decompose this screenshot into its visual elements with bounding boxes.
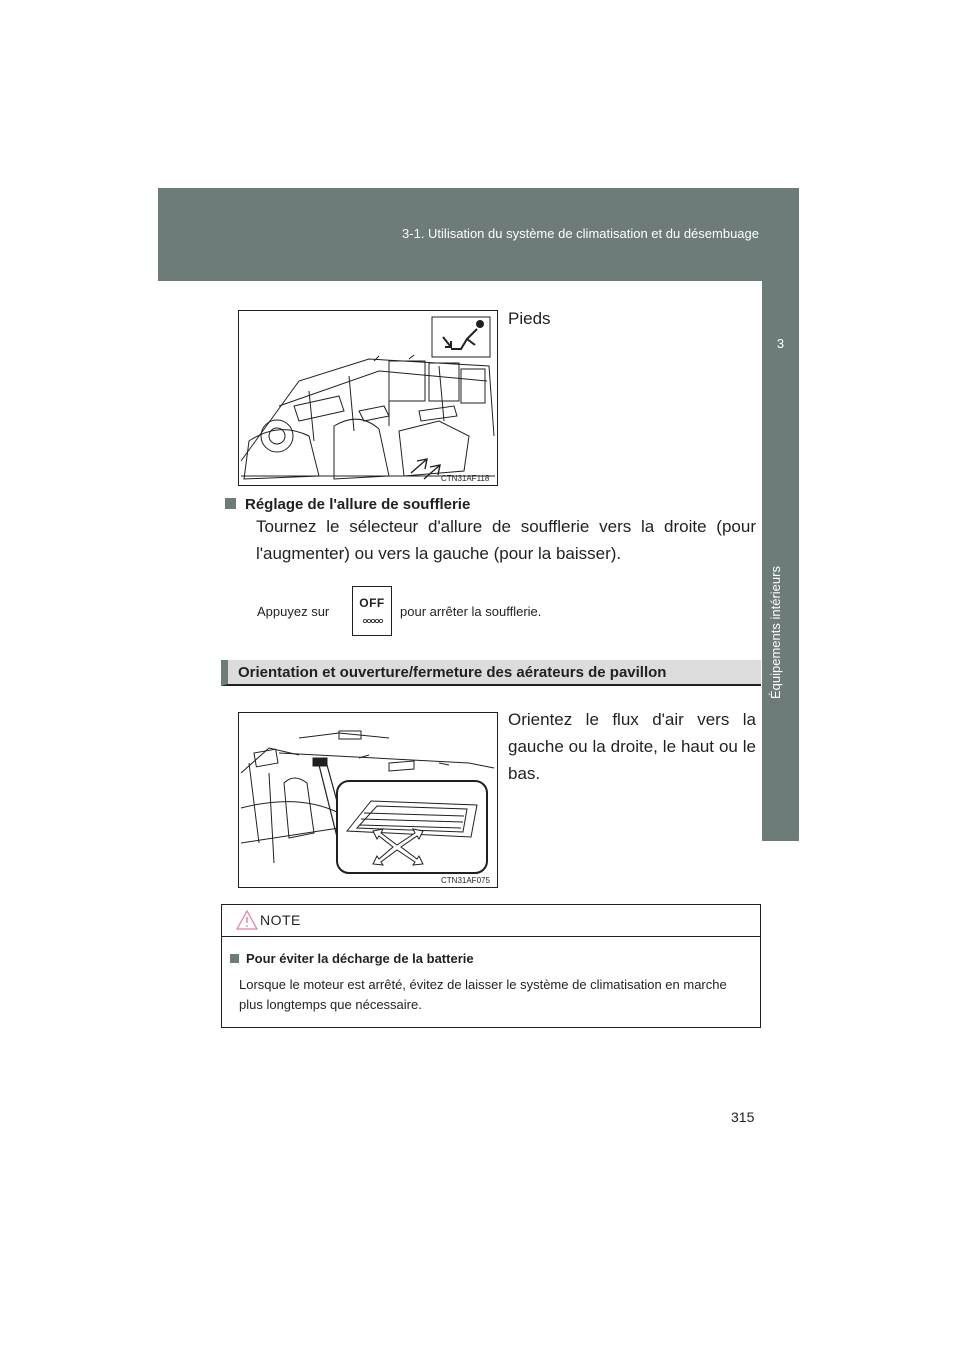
warning-triangle-icon [236, 910, 258, 930]
note-title: NOTE [260, 912, 301, 928]
figure-code: CTN31AF118 [441, 474, 490, 483]
roof-vent-illustration [238, 712, 498, 888]
section-title: 3-1. Utilisation du système de climatisation et du désembuage [402, 226, 759, 241]
chapter-side-tab [762, 281, 799, 841]
bullet-square [230, 954, 239, 963]
bullet-square [225, 498, 236, 509]
fan-speed-text: Tournez le sélecteur d'allure de soufflerie vers la droite (pour l'augmenter) ou vers la gauche (pour la baisser). [256, 517, 756, 563]
feet-airflow-illustration [238, 310, 498, 486]
note-header [222, 905, 760, 937]
fan-speed-heading: Réglage de l'allure de soufflerie [225, 496, 470, 513]
section-heading: Orientation et ouverture/fermeture des aérateurs de pavillon [238, 664, 667, 681]
roof-vents-text: Orientez le flux d'air vers la gauche ou la droite, le haut ou le bas. [508, 710, 756, 783]
off-instruction-suffix: pour arrêter la soufflerie. [400, 604, 542, 619]
note-subheading: Pour éviter la décharge de la batterie [230, 951, 474, 966]
off-button-label: OFF [359, 596, 385, 610]
chapter-number: 3 [776, 336, 785, 351]
note-box [221, 904, 761, 1028]
section-heading-bar [221, 660, 761, 686]
figure-code: CTN31AF075 [441, 876, 490, 885]
chapter-label: Équipements intérieurs [768, 566, 783, 699]
off-button-illustration [352, 586, 392, 636]
off-instruction-prefix: Appuyez sur [257, 604, 330, 619]
page-number: 315 [731, 1109, 755, 1125]
chapter-header [158, 188, 799, 281]
fan-icon [353, 616, 391, 626]
figure-caption-feet: Pieds [508, 309, 551, 328]
note-text: Lorsque le moteur est arrêté, évitez de laisser le système de climatisation en marche plus longtemps que nécessaire. [239, 977, 727, 1012]
